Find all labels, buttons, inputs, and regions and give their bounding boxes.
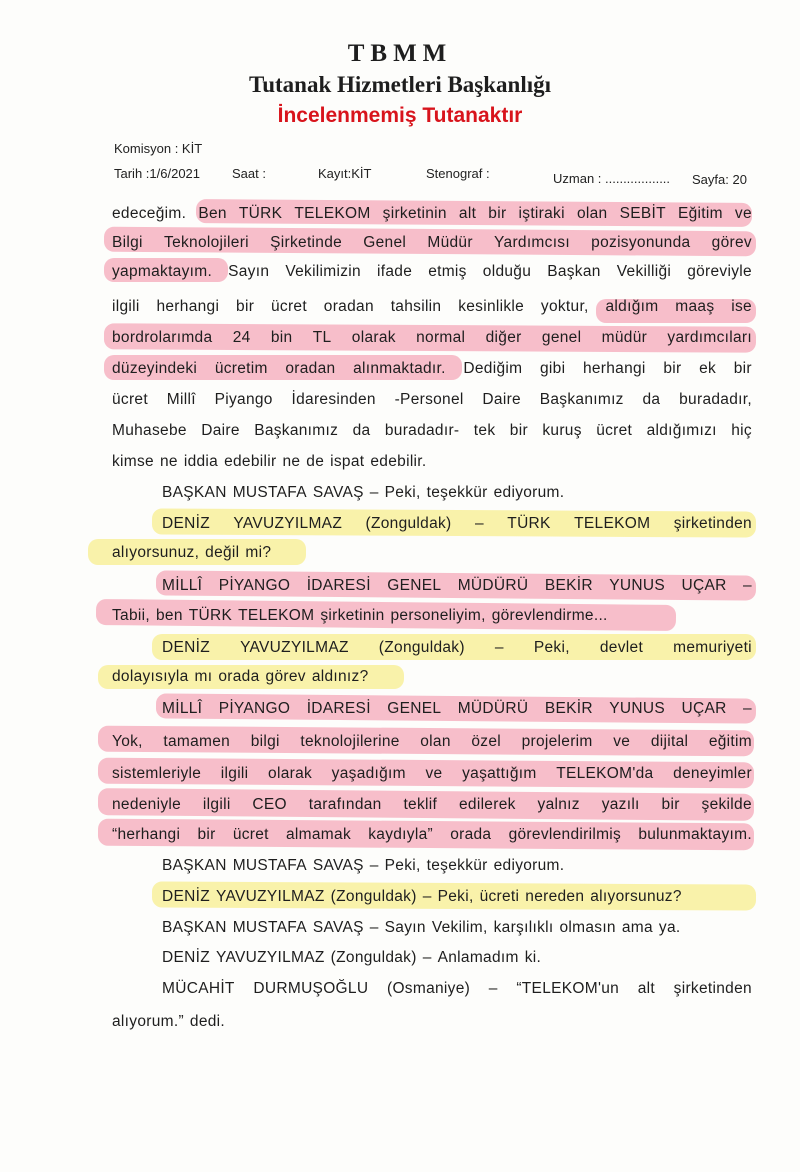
- word: dedi.: [189, 1013, 226, 1030]
- word: edebilir: [224, 453, 277, 470]
- transcript-line: [112, 262, 752, 282]
- word: normal: [416, 329, 466, 346]
- word: şekilde: [701, 796, 752, 813]
- word: yalnız: [537, 796, 580, 813]
- word: GENEL: [387, 700, 442, 717]
- word: iddia: [183, 453, 219, 470]
- word: pozisyonunda: [591, 234, 691, 251]
- word: bir: [661, 796, 680, 813]
- word: –: [369, 484, 379, 501]
- word: mı: [194, 668, 213, 685]
- word: TÜRK: [188, 607, 233, 624]
- word: herhangi: [582, 360, 646, 377]
- word: görevlendirme...: [491, 607, 608, 624]
- word: Sayın: [228, 263, 270, 280]
- word: şirketinden: [673, 515, 752, 532]
- word: İdaresinden: [291, 391, 376, 408]
- word: Vekilliği: [616, 263, 672, 280]
- word: GENEL: [387, 577, 442, 594]
- word: –: [743, 700, 752, 717]
- word: ne: [159, 453, 178, 470]
- word: DURMUŞOĞLU: [253, 980, 369, 997]
- word: ne: [282, 453, 301, 470]
- word: MÜDÜRÜ: [457, 577, 529, 594]
- word: teklif: [403, 796, 438, 813]
- word: Sayın: [384, 919, 426, 936]
- speaker-line: [162, 699, 752, 719]
- word: Peki,: [384, 484, 421, 501]
- word: (Osmaniye): [386, 980, 471, 997]
- word: nedeniyle: [112, 796, 182, 813]
- word: olarak: [268, 765, 313, 782]
- word: Başkan: [547, 263, 601, 280]
- word: olarak: [351, 329, 396, 346]
- word: Yardımcısı: [494, 234, 570, 251]
- transcript-line: [112, 204, 752, 224]
- transcript-line: [112, 390, 752, 410]
- word: SAVAŞ: [312, 857, 364, 874]
- word: alt: [458, 205, 477, 222]
- word: ama: [621, 919, 653, 936]
- word: görevlendirilmiş: [508, 826, 622, 843]
- word: Şirketinde: [270, 234, 343, 251]
- word: ücret: [112, 391, 148, 408]
- word: alınmaktadır.: [353, 360, 446, 377]
- word: teşekkür: [426, 484, 488, 501]
- word: BAŞKAN: [162, 484, 227, 501]
- word: –: [474, 515, 484, 532]
- word: BAŞKAN: [162, 857, 227, 874]
- speaker-line: [162, 887, 752, 907]
- word: genel: [541, 329, 582, 346]
- word: deneyimler: [673, 765, 752, 782]
- word: ise: [731, 298, 752, 315]
- transcript-line: [112, 606, 752, 626]
- word: düzeyindeki: [112, 360, 198, 377]
- meta-komisyon: Komisyon : KİT: [114, 141, 203, 156]
- word: –: [369, 857, 379, 874]
- word: –: [369, 919, 379, 936]
- word: ki.: [524, 949, 542, 966]
- word: Ben: [198, 205, 227, 222]
- word: Daire: [201, 422, 240, 439]
- word: dijital: [650, 733, 689, 750]
- word: diğer: [485, 329, 522, 346]
- word: 24: [232, 329, 251, 346]
- word: yoktur,: [540, 298, 589, 315]
- transcript-line: [112, 233, 752, 253]
- word: ilgili: [220, 765, 249, 782]
- word: memuriyeti: [673, 639, 752, 656]
- word: Dediğim: [463, 360, 523, 377]
- word: CEO: [252, 796, 287, 813]
- word: kimse: [112, 453, 154, 470]
- word: alt: [637, 980, 655, 997]
- word: eğitim: [708, 733, 752, 750]
- word: YUNUS: [609, 700, 666, 717]
- word: Yok,: [112, 733, 143, 750]
- word: ücreti: [479, 888, 520, 905]
- word: YAVUZYILMAZ: [216, 949, 325, 966]
- word: kuruş: [542, 422, 582, 439]
- status-label: İncelenmemiş Tutanaktır: [277, 104, 523, 127]
- word: Anlamadım: [437, 949, 519, 966]
- word: “TELEKOM'un: [516, 980, 620, 997]
- word: yaşattığım: [462, 765, 537, 782]
- word: Millî: [166, 391, 196, 408]
- word: olduğu: [482, 263, 532, 280]
- transcript-line: [112, 825, 752, 845]
- word: DENİZ: [162, 949, 210, 966]
- word: Başkanımız: [539, 391, 624, 408]
- word: kesinlikle: [458, 298, 525, 315]
- word: bir: [509, 422, 528, 439]
- word: edebilir.: [370, 453, 427, 470]
- word: tamamen: [163, 733, 231, 750]
- word: DENİZ: [162, 888, 210, 905]
- word: bir: [488, 205, 507, 222]
- word: buradadır-: [384, 422, 460, 439]
- word: aldığım: [605, 298, 659, 315]
- word: Tabii,: [112, 607, 150, 624]
- word: sistemleriyle: [112, 765, 202, 782]
- transcript-line: [112, 452, 752, 472]
- word: edeceğim.: [112, 205, 187, 222]
- transcript-line: [112, 732, 752, 752]
- speaker-line: [162, 638, 752, 658]
- word: yaşadığım: [331, 765, 406, 782]
- word: YUNUS: [609, 577, 666, 594]
- word: MÜDÜRÜ: [457, 700, 529, 717]
- word: kaydıyla”: [368, 826, 433, 843]
- word: ve: [425, 765, 443, 782]
- word: TL: [312, 329, 332, 346]
- word: özel: [471, 733, 501, 750]
- speaker-line: [162, 514, 752, 534]
- word: orada: [218, 668, 260, 685]
- word: görev: [711, 234, 752, 251]
- word: projelerim: [521, 733, 593, 750]
- word: şirketinin: [320, 607, 385, 624]
- word: Peki,: [437, 888, 474, 905]
- word: (Zonguldak): [330, 949, 417, 966]
- word: SEBİT: [619, 205, 666, 222]
- word: –: [743, 577, 752, 594]
- transcript-line: [112, 421, 752, 441]
- transcript-line: [112, 543, 752, 563]
- word: MİLLÎ: [162, 577, 203, 594]
- word: YAVUZYILMAZ: [233, 515, 343, 532]
- word: Vekilim,: [431, 919, 488, 936]
- word: –: [422, 949, 432, 966]
- word: aldınız?: [311, 668, 369, 685]
- word: MUSTAFA: [232, 857, 307, 874]
- word: bir: [733, 360, 752, 377]
- transcript-line: [112, 795, 752, 815]
- word: orada: [450, 826, 492, 843]
- word: da: [642, 391, 661, 408]
- word: aldığımızı: [646, 422, 717, 439]
- speaker-line: [162, 483, 752, 503]
- meta-tarih: Tarih :1/6/2021: [114, 166, 201, 181]
- speaker-line: [162, 979, 752, 999]
- word: alıyorum.”: [112, 1013, 184, 1030]
- word: Vekilimizin: [285, 263, 361, 280]
- word: müdür: [601, 329, 648, 346]
- word: de: [306, 453, 325, 470]
- word: Başkanımız: [254, 422, 339, 439]
- word: yazılı: [601, 796, 640, 813]
- word: tahsilin: [390, 298, 442, 315]
- word: “herhangi: [112, 826, 181, 843]
- word: dolayısıyla: [112, 668, 189, 685]
- word: şirketinden: [673, 980, 752, 997]
- word: teşekkür: [426, 857, 488, 874]
- word: YAVUZYILMAZ: [216, 888, 325, 905]
- word: TELEKOM: [238, 607, 315, 624]
- word: personeliyim,: [390, 607, 486, 624]
- word: Piyango: [214, 391, 273, 408]
- word: karşılıklı: [493, 919, 554, 936]
- speaker-line: [162, 576, 752, 596]
- word: değil: [205, 544, 240, 561]
- word: Peki,: [384, 857, 421, 874]
- word: ek: [699, 360, 717, 377]
- word: ben: [155, 607, 183, 624]
- word: ücretim: [214, 360, 268, 377]
- word: UÇAR: [681, 577, 727, 594]
- word: almamak: [286, 826, 351, 843]
- word: tek: [473, 422, 496, 439]
- speaker-line: [162, 948, 752, 968]
- transcript-line: [112, 297, 752, 317]
- word: iştiraki: [518, 205, 565, 222]
- word: etmiş: [428, 263, 467, 280]
- word: ilgili: [202, 796, 231, 813]
- word: bordrolarımda: [112, 329, 213, 346]
- word: PİYANGO: [218, 700, 291, 717]
- word: Eğitim: [677, 205, 723, 222]
- word: buradadır,: [679, 391, 752, 408]
- word: gibi: [539, 360, 566, 377]
- word: tarafından: [308, 796, 382, 813]
- word: Bilgi: [112, 234, 143, 251]
- doc-title: TBMM: [347, 40, 453, 67]
- word: herhangi: [156, 298, 220, 315]
- word: (Zonguldak): [378, 639, 465, 656]
- word: bir: [197, 826, 216, 843]
- word: edilerek: [458, 796, 516, 813]
- word: ücret: [232, 826, 269, 843]
- word: ücret: [596, 422, 633, 439]
- transcript-line: [112, 359, 752, 379]
- word: ve: [734, 205, 752, 222]
- word: oradan: [323, 298, 374, 315]
- word: göreviyle: [687, 263, 752, 280]
- word: mi?: [245, 544, 272, 561]
- word: Teknolojileri: [164, 234, 249, 251]
- word: BEKİR: [544, 577, 593, 594]
- transcript-line: [112, 764, 752, 784]
- word: yapmaktayım.: [112, 263, 213, 280]
- meta-kayit: Kayıt:KİT: [318, 166, 372, 181]
- word: bilgi: [250, 733, 280, 750]
- word: (Zonguldak): [365, 515, 452, 532]
- word: Peki,: [533, 639, 570, 656]
- word: DENİZ: [162, 639, 210, 656]
- word: ilgili: [112, 298, 140, 315]
- meta-sayfa: Sayfa: 20: [692, 172, 747, 187]
- word: olan: [576, 205, 608, 222]
- word: MİLLÎ: [162, 700, 203, 717]
- meta-saat: Saat :: [232, 166, 266, 181]
- word: oradan: [285, 360, 336, 377]
- word: SAVAŞ: [312, 484, 364, 501]
- word: görev: [265, 668, 306, 685]
- word: MUSTAFA: [232, 919, 307, 936]
- word: Daire: [482, 391, 521, 408]
- word: DENİZ: [162, 515, 210, 532]
- word: TELEKOM: [294, 205, 371, 222]
- transcript-line: [112, 328, 752, 348]
- word: Muhasebe: [112, 422, 187, 439]
- word: da: [352, 422, 371, 439]
- word: alıyorsunuz?: [590, 888, 682, 905]
- word: hiç: [731, 422, 752, 439]
- speaker-line: [162, 856, 752, 876]
- word: bir: [663, 360, 682, 377]
- word: ya.: [658, 919, 681, 936]
- word: Genel: [363, 234, 407, 251]
- word: UÇAR: [681, 700, 727, 717]
- word: ve: [613, 733, 631, 750]
- word: TÜRK: [238, 205, 283, 222]
- transcript-line: [112, 667, 752, 687]
- word: PİYANGO: [218, 577, 291, 594]
- word: şirketinin: [382, 205, 447, 222]
- word: alıyorsunuz,: [112, 544, 200, 561]
- word: ispat: [330, 453, 365, 470]
- word: ediyorum.: [493, 857, 565, 874]
- word: yardımcıları: [667, 329, 752, 346]
- word: devlet: [599, 639, 644, 656]
- word: -Personel: [394, 391, 464, 408]
- word: MÜCAHİT: [162, 980, 235, 997]
- word: ediyorum.: [493, 484, 565, 501]
- word: bin: [270, 329, 293, 346]
- organization-name: Tutanak Hizmetleri Başkanlığı: [248, 72, 552, 97]
- word: teknolojilerine: [300, 733, 400, 750]
- word: maaş: [675, 298, 715, 315]
- word: İDARESİ: [306, 577, 371, 594]
- word: olmasın: [559, 919, 616, 936]
- word: TELEKOM'da: [556, 765, 654, 782]
- word: TELEKOM: [574, 515, 651, 532]
- meta-stenograf: Stenograf :: [426, 166, 490, 181]
- word: TÜRK: [507, 515, 551, 532]
- word: –: [488, 980, 498, 997]
- meta-uzman: Uzman : ..................: [553, 171, 671, 186]
- word: bulunmaktayım.: [638, 826, 752, 843]
- word: (Zonguldak): [330, 888, 417, 905]
- word: SAVAŞ: [312, 919, 364, 936]
- transcript-line: [112, 1012, 752, 1032]
- word: MUSTAFA: [232, 484, 307, 501]
- word: –: [494, 639, 504, 656]
- word: BEKİR: [544, 700, 593, 717]
- word: nereden: [525, 888, 585, 905]
- word: ücret: [271, 298, 307, 315]
- word: Müdür: [427, 234, 473, 251]
- speaker-line: [162, 918, 752, 938]
- word: BAŞKAN: [162, 919, 227, 936]
- word: olan: [420, 733, 451, 750]
- word: İDARESİ: [306, 700, 371, 717]
- word: –: [422, 888, 432, 905]
- word: bir: [236, 298, 255, 315]
- word: ifade: [377, 263, 413, 280]
- word: YAVUZYILMAZ: [240, 639, 349, 656]
